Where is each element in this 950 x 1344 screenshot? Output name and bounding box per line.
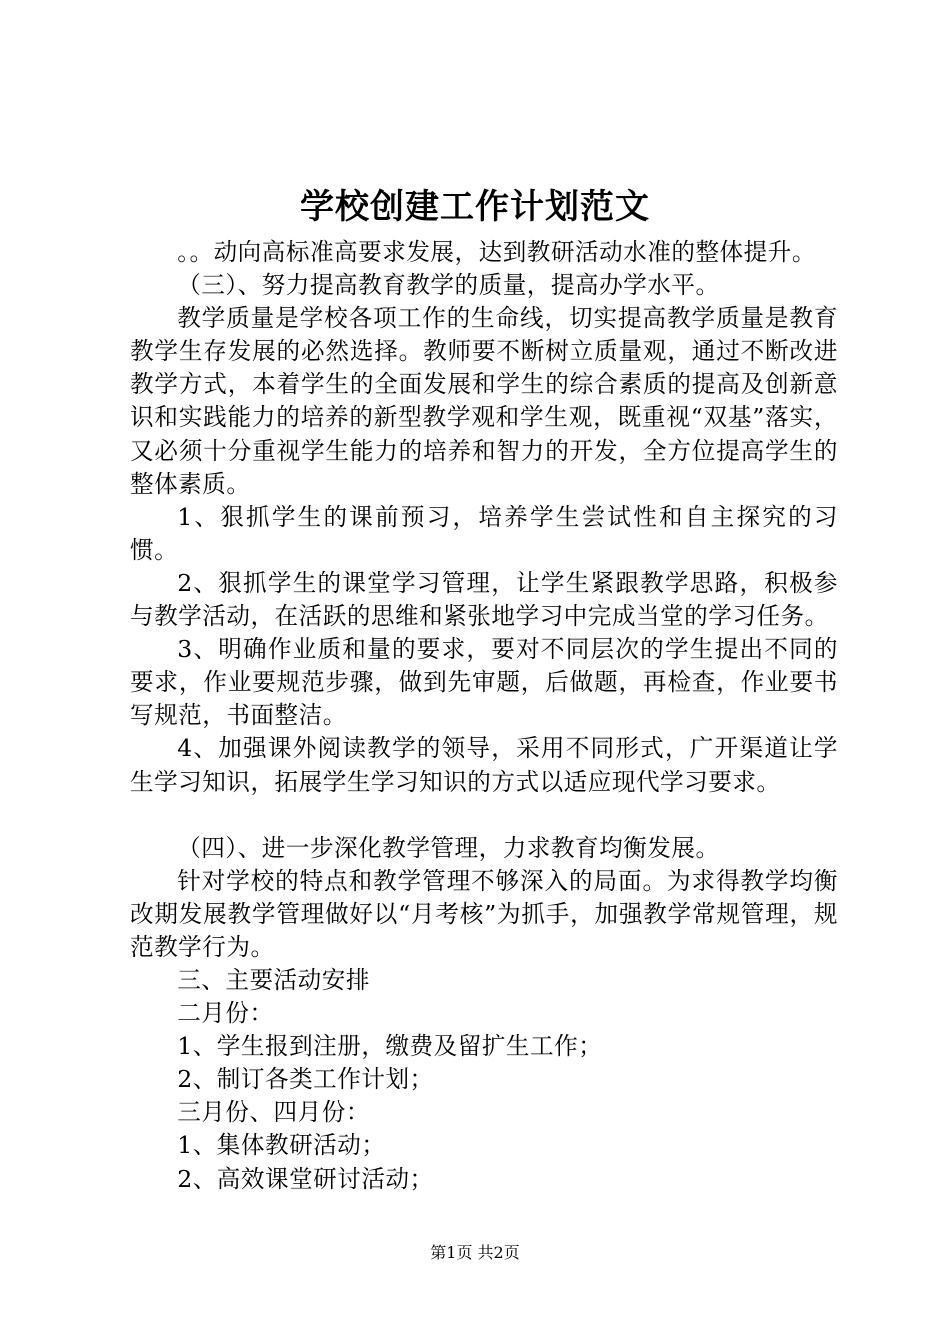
list-item: 1、狠抓学生的课前预习，培养学生尝试性和自主探究的习惯。 <box>130 502 838 564</box>
page-number-footer: 第1页 共2页 <box>430 1243 520 1262</box>
list-item: 2、制订各类工作计划； <box>177 1065 434 1094</box>
document-title: 学校创建工作计划范文 <box>300 187 650 227</box>
month-heading: 三月份、四月份： <box>177 1098 370 1127</box>
paragraph: 针对学校的特点和教学管理不够深入的局面。为求得教学均衡改期发展教学管理做好以“月考核”为抓手，加强教学常规管理，规范教学行为。 <box>130 866 838 961</box>
paragraph: 教学质量是学校各项工作的生命线，切实提高教学质量是教育教学生存发展的必然选择。教师要不断树立质量观，通过不断改进教学方式，本着学生的全面发展和学生的综合素质的提高及创新意识和实践能力的培养的新型教学观和学生观，既重视“双基”落实，又必须十分重视学生能力的培养和智力的开发，全方位提高学生的整体素质。 <box>130 304 838 498</box>
document-body <box>130 236 838 1196</box>
list-item: 2、高效课堂研讨活动； <box>177 1164 434 1193</box>
list-item: 3、明确作业质和量的要求，要对不同层次的学生提出不同的要求，作业要规范步骤，做到先审题，后做题，再检查，作业要书写规范，书面整洁。 <box>130 635 838 730</box>
list-item: 2、狠抓学生的课堂学习管理，让学生紧跟教学思路，积极参与教学活动，在活跃的思维和紧张地学习中完成当堂的学习任务。 <box>130 568 838 631</box>
section-heading: （四）、进一步深化教学管理，力求教育均衡发展。 <box>177 833 720 862</box>
list-item: 1、集体教研活动； <box>177 1131 386 1160</box>
list-item: 1、学生报到注册，缴费及留扩生工作； <box>177 1032 603 1061</box>
section-heading: 三、主要活动安排 <box>177 965 370 994</box>
section-heading: （三）、努力提高教育教学的质量，提高办学水平。 <box>177 271 720 300</box>
month-heading: 二月份： <box>177 999 274 1028</box>
paragraph: 。。动向高标准高要求发展，达到教研活动水准的整体提升。 <box>177 238 816 266</box>
list-item: 4、加强课外阅读教学的领导，采用不同形式，广开渠道让学生学习知识，拓展学生学习知识的方式以适应现代学习要求。 <box>130 734 838 796</box>
blank-line <box>130 799 838 832</box>
